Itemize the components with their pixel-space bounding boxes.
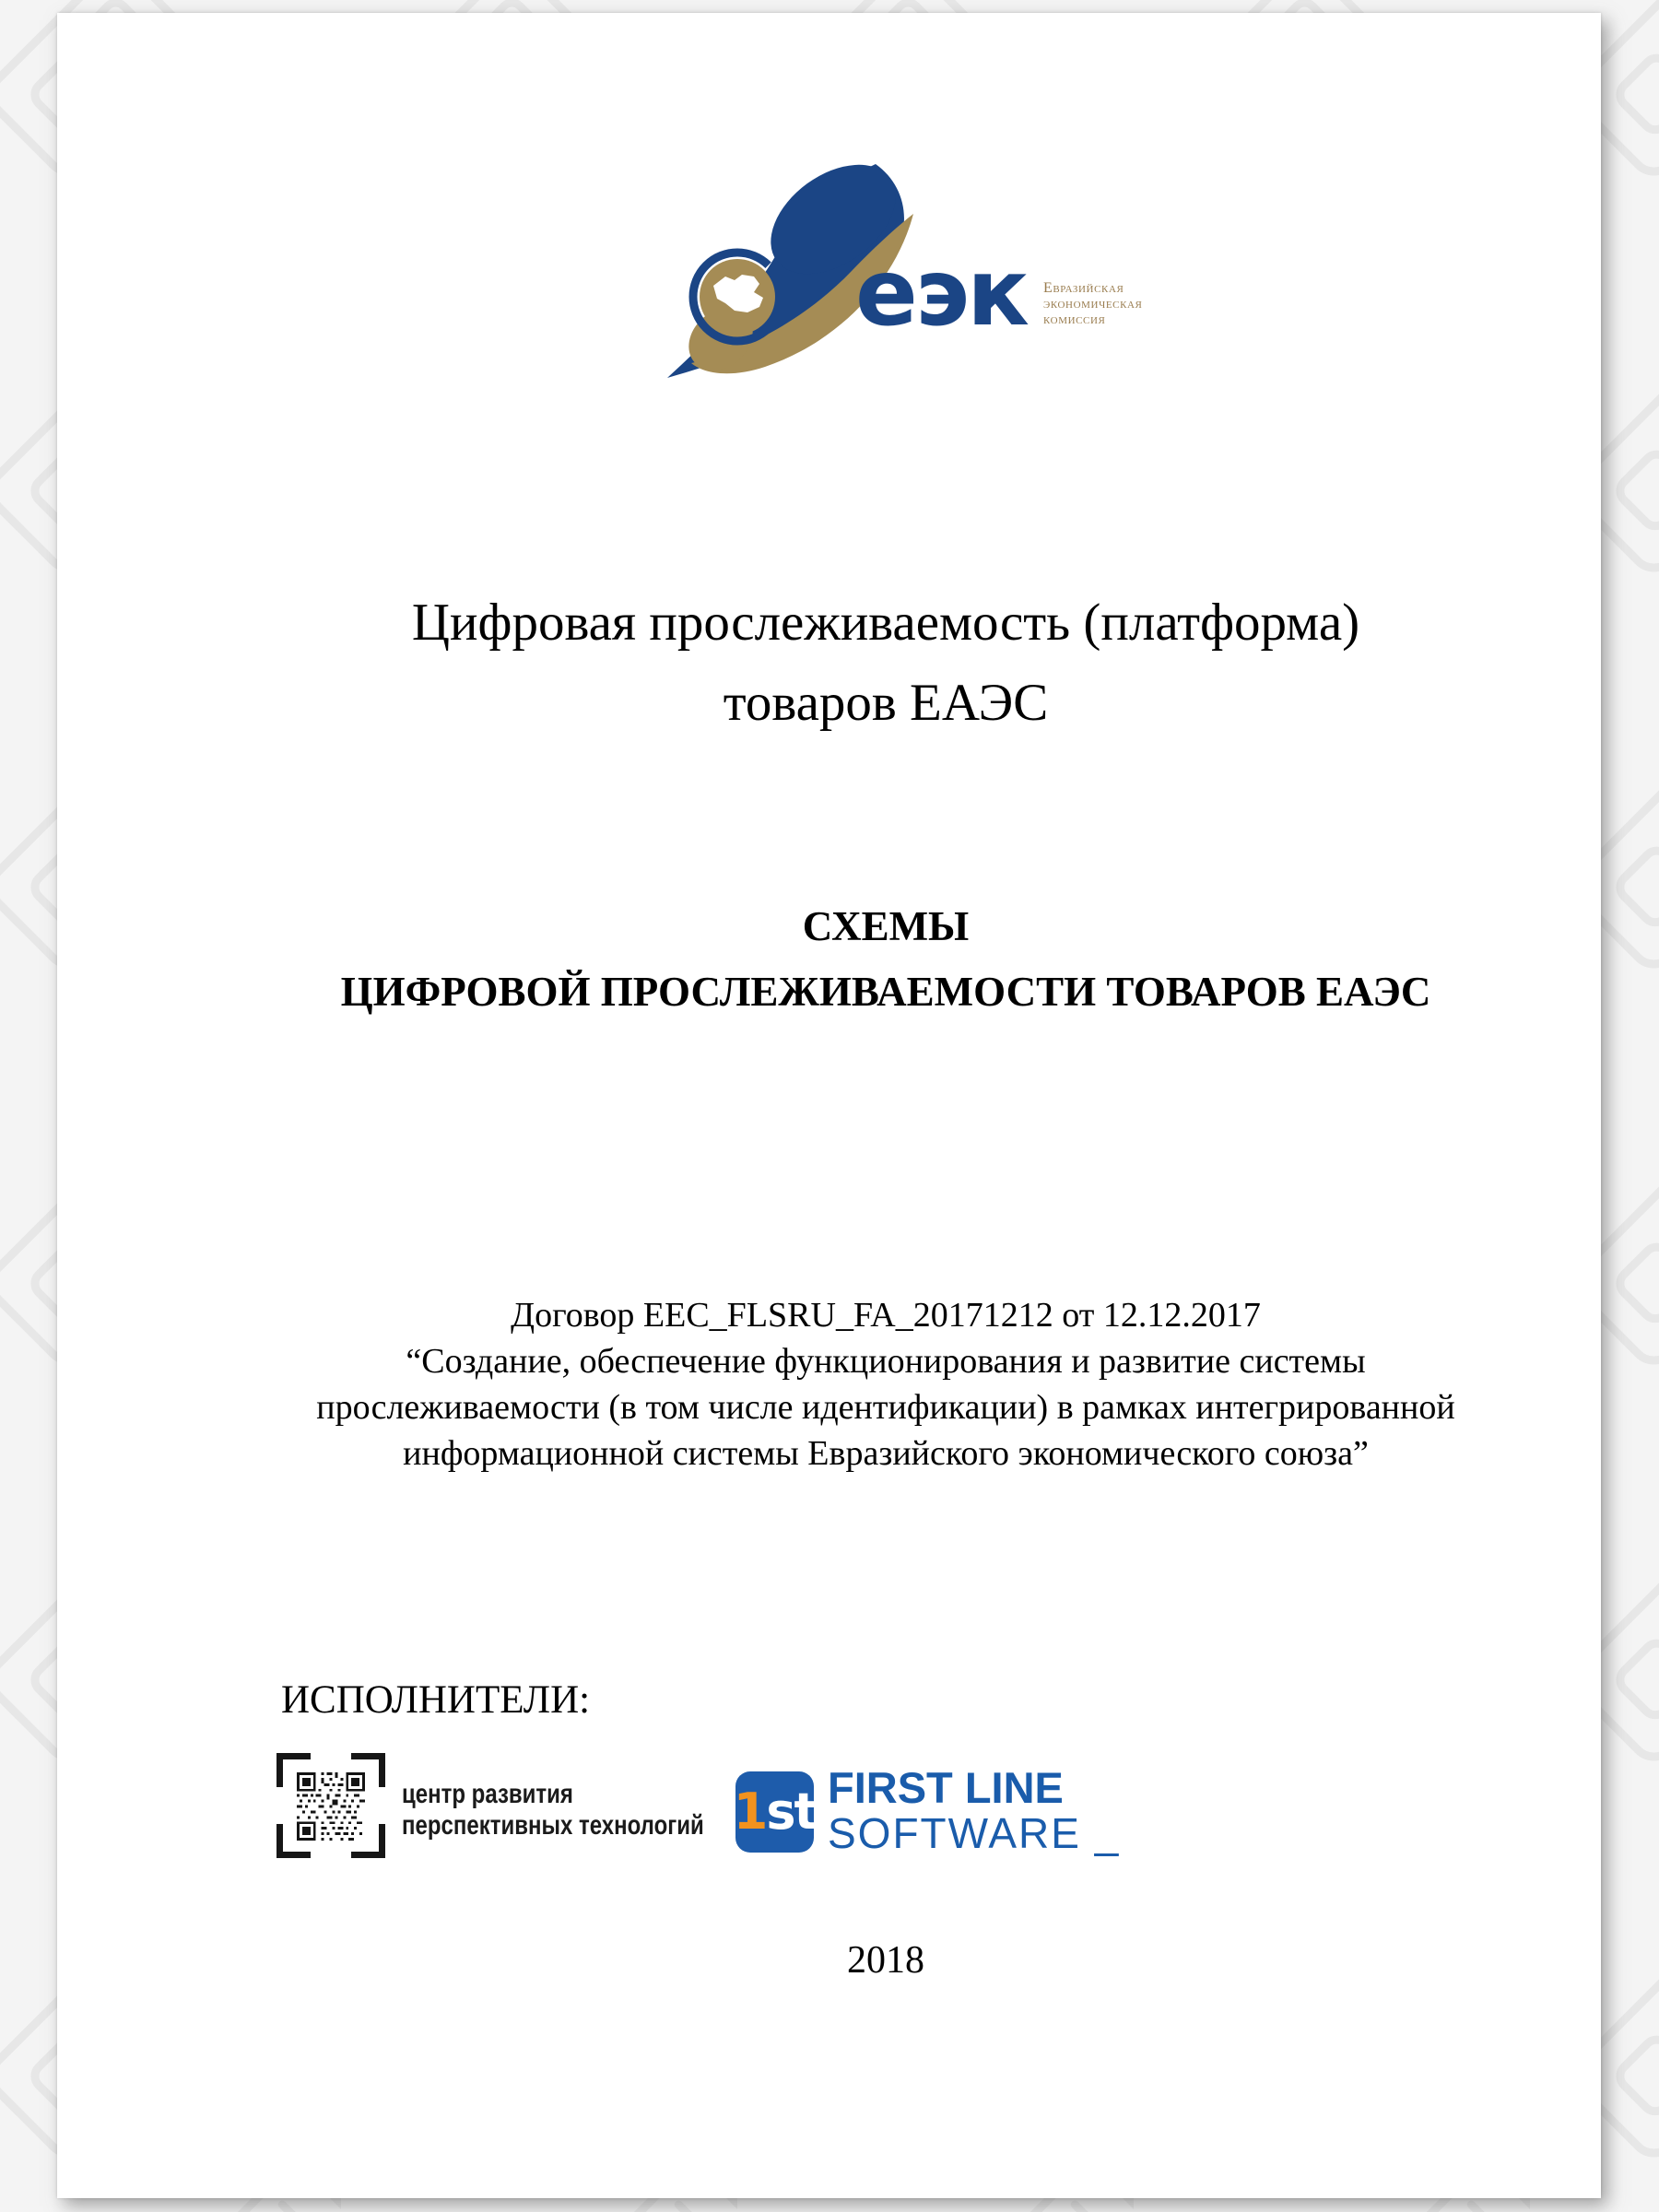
fls-badge-suffix: st [766, 1783, 817, 1841]
eec-acronym: еэк [855, 239, 1027, 347]
eec-logo [224, 151, 1547, 409]
document-title [224, 582, 1547, 743]
document-page [57, 13, 1601, 2198]
fls-badge-icon [733, 1771, 817, 1853]
contract-line1: Договор EEC_FLSRU_FA_20171212 от 12.12.2017 [511, 1296, 1261, 1335]
crpt-name-line1: центр развития [402, 1779, 573, 1809]
qr-code-icon [276, 1753, 385, 1858]
fls-name-line1: FIRST LINE [828, 1763, 1064, 1812]
fls-name [828, 1765, 1120, 1856]
title-line1: Цифровая прослеживаемость (платформа) [411, 594, 1360, 652]
crpt-name [402, 1779, 704, 1841]
subtitle-line1: СХЕМЫ [802, 903, 970, 949]
contract-line3: прослеживаемости (в том числе идентификации) в рамках интегрированной [316, 1388, 1455, 1427]
contract-line4: информационной системы Евразийского экономического союза” [403, 1434, 1369, 1473]
fls-badge-digit: 1 [733, 1783, 767, 1841]
executors-heading: ИСПОЛНИТЕЛИ: [281, 1678, 591, 1722]
fls-name-line2: SOFTWARE _ [828, 1809, 1121, 1857]
document-subtitle [224, 894, 1547, 1025]
eec-tagline-line1: Евразийская [1042, 280, 1124, 296]
year: 2018 [847, 1939, 924, 1982]
title-line2: товаров ЕАЭС [723, 674, 1049, 732]
contract-line2: “Создание, обеспечение функционирования и развитие системы [406, 1342, 1366, 1381]
crpt-logo [276, 1753, 780, 1858]
crpt-name-line2: перспективных технологий [402, 1810, 704, 1841]
eec-tagline [1043, 280, 1182, 327]
eec-tagline-line2: экономическая [1042, 296, 1143, 312]
first-line-software-logo [733, 1763, 1121, 1857]
subtitle-line2: ЦИФРОВОЙ ПРОСЛЕЖИВАЕМОСТИ ТОВАРОВ ЕАЭС [340, 969, 1431, 1015]
eec-tagline-line3: комиссия [1042, 312, 1106, 327]
contract-description [224, 1292, 1547, 1477]
